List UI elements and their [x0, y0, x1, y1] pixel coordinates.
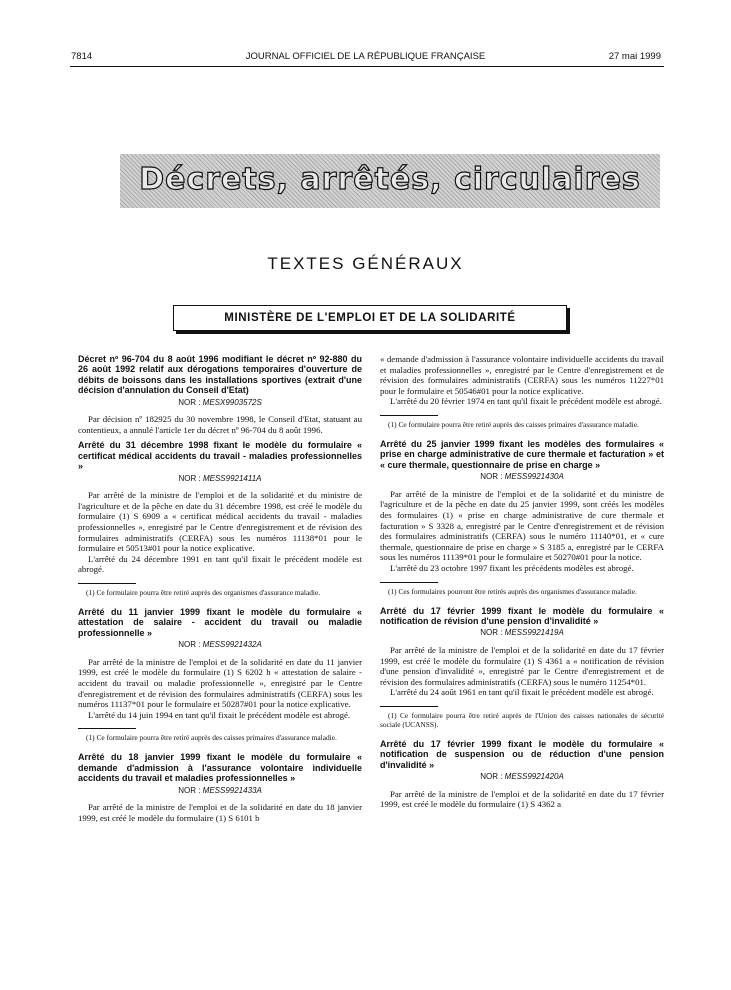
- footnote: (1) Ce formulaire pourra être retiré auprès des caisses primaires d'assurance maladie.: [388, 419, 639, 429]
- nor-code: MESS9921419A: [504, 628, 564, 638]
- article-decret-96-704: [78, 354, 362, 435]
- left-column: [78, 354, 362, 828]
- footnote-rule: [380, 706, 438, 707]
- article-paragraph: L'arrêté du 23 octobre 1997 fixant les précédents modèles est abrogé.: [390, 562, 634, 573]
- nor-code: MESS9921420A: [504, 772, 564, 782]
- nor-line: NOR : MESS9921433A: [178, 785, 262, 795]
- article-paragraph: Par arrêté de la ministre de l'emploi et de la solidarité en date du 17 février 1999, est créé le modèle du formulaire (1) S 4361 a « notification de révision d'une pension d'invalidité », enregistré par le Centre d'enregistrement et de révision des formulaires administratifs (CERFA) sous le numéro 11254*01.: [380, 644, 664, 687]
- article-paragraph: Par arrêté de la ministre de l'emploi et de la solidarité en date du 18 janvier 1999, est créé le modèle du formulaire (1) S 6101 b: [78, 802, 362, 823]
- article-arrete-31-decembre-1998: [78, 440, 362, 597]
- header-rule: [70, 66, 664, 67]
- article-paragraph: L'arrêté du 24 décembre 1991 en tant qu'il fixait le précédent modèle est abrogé.: [78, 553, 362, 575]
- ministry-box: MINISTÈRE DE L'EMPLOI ET DE LA SOLIDARITÉ: [173, 305, 567, 331]
- nor-line: NOR : MESS9921411A: [178, 473, 262, 483]
- article-paragraph: Par arrêté de la ministre de l'emploi et de la solidarité en date du 11 janvier 1999, est créé le modèle du formulaire (1) S 6202 h « attestation de salaire - accident du travail ou maladie professionnelle », enregistré par le Centre d'enregistrement et de révision des formulaires administratifs (CERFA) sous les numéros 11137*01 pour le formulaire et 50287#01 pour la notice explicative.: [78, 656, 362, 710]
- article-arrete-25-janvier-1999: [380, 439, 664, 596]
- article-title: Arrêté du 25 janvier 1999 fixant les modèles des formulaires « prise en charge administrative de cure thermale et facturation » et « cure thermale, questionnaire de prise en charge »: [380, 438, 664, 470]
- footnote: (1) Ce formulaire pourra être retiré auprès de l'Union des caisses nationales de sécurité sociale (UCANSS).: [380, 710, 664, 729]
- journal-title: JOURNAL OFFICIEL DE LA RÉPUBLIQUE FRANÇAISE: [245, 51, 486, 62]
- footnote-rule: [78, 583, 136, 584]
- footnote-rule: [380, 415, 438, 416]
- article-paragraph: L'arrêté du 14 juin 1994 en tant qu'il fixait le précédent modèle est abrogé.: [88, 709, 351, 720]
- article-title: Arrêté du 17 février 1999 fixant le modèle du formulaire « notification de suspension ou de réduction d'une pension d'invalidité »: [380, 738, 664, 770]
- nor-line: NOR : MESS9921430A: [480, 472, 564, 482]
- article-paragraph: L'arrêté du 24 août 1961 en tant qu'il fixait le précédent modèle est abrogé.: [390, 687, 654, 698]
- issue-date: 27 mai 1999: [608, 51, 661, 62]
- page-number: 7814: [71, 51, 93, 62]
- article-continuation: [380, 354, 664, 429]
- footnote: (1) Ce formulaire pourra être retiré auprès des organismes d'assurance maladie.: [86, 587, 321, 597]
- article-paragraph: Par décision nº 182925 du 30 novembre 1998, le Conseil d'Etat, statuant au contentieux, a annulé l'article 1er du décret nº 96-704 du 8 août 1996.: [78, 414, 362, 435]
- nor-code: MESS9921433A: [202, 785, 262, 795]
- article-title: Arrêté du 18 janvier 1999 fixant le modèle du formulaire « demande d'admission à l'assurance volontaire individuelle accidents du travail et maladies professionnelles »: [78, 752, 362, 784]
- section-banner: [120, 154, 660, 208]
- article-paragraph: « demande d'admission à l'assurance volontaire individuelle accidents du travail et maladies professionnelles », enregistré par le Centre d'enregistrement et de révision des formulaires administratifs (CERFA) sous les numéros 11227*01 pour le formulaire et 50546#01 pour la notice explicative.: [380, 354, 664, 396]
- footnote: (1) Ces formulaires pourront être retirés auprès des organismes d'assurance maladie.: [388, 586, 637, 596]
- article-title: Arrêté du 17 février 1999 fixant le modèle du formulaire « notification de révision d'une pension d'invalidité »: [380, 605, 664, 626]
- article-paragraph: L'arrêté du 20 février 1974 en tant qu'il fixait le précédent modèle est abrogé.: [390, 396, 662, 407]
- footnote-rule: [380, 582, 438, 583]
- footnote: (1) Ce formulaire pourra être retiré auprès des caisses primaires d'assurance maladie.: [86, 733, 337, 743]
- article-paragraph: Par arrêté de la ministre de l'emploi et de la solidarité et du ministre de l'agriculture et de la pêche en date du 31 décembre 1998, est créé le modèle du formulaire (1) S 6909 a « certificat médical accidents du travail - maladies professionnelles », enregistré par le Centre d'enregistrement et de révision des formulaires administratifs (CERFA) sous les numéros 11138*01 pour le formulaire et 50513#01 pour la notice explicative.: [78, 490, 362, 554]
- article-title: Décret nº 96-704 du 8 août 1996 modifiant le décret nº 92-880 du 26 août 1992 relatif aux dérogations temporaires d'ouverture de débits de boissons dans les installations sportives (extrait d'une décision d'annulation du Conseil d'Etat): [78, 354, 362, 396]
- running-header: [0, 51, 731, 65]
- section-title: TEXTES GÉNÉRAUX: [267, 254, 464, 273]
- article-arrete-17-fevrier-1999-suspension: [380, 739, 664, 810]
- nor-code: MESX9903572S: [202, 397, 262, 407]
- nor-line: NOR : MESS9921420A: [480, 772, 564, 782]
- article-arrete-17-fevrier-1999-revision: [380, 606, 664, 729]
- footnote-rule: [78, 728, 136, 729]
- nor-line: NOR : MESX9903572S: [178, 397, 262, 407]
- banner-title: Décrets, arrêtés, circulaires: [139, 162, 641, 197]
- article-paragraph: Par arrêté de la ministre de l'emploi et de la solidarité en date du 17 février 1999, est créé le modèle du formulaire (1) S 4362 a: [380, 788, 664, 810]
- article-title: Arrêté du 11 janvier 1999 fixant le modèle du formulaire « attestation de salaire - accident du travail ou maladie professionnelle »: [78, 606, 362, 638]
- article-paragraph: Par arrêté de la ministre de l'emploi et de la solidarité et du ministre de l'agriculture et de la pêche en date du 25 janvier 1999, sont créés les modèles des formulaires (1) « prise en charge administrative de cure thermale et facturation » S 3328 a, enregistré par le Centre d'enregistrement et de révision des formulaires administratifs (CERFA) sous le numéro 11140*01, et « cure thermale, questionnaire de prise en charge » S 3185 a, enregistré par le CERFA sous les numéros 11139*01 pour le formulaire et 50270#01 pour la notice.: [380, 488, 664, 563]
- nor-code: MESS9921432A: [202, 640, 262, 650]
- article-arrete-11-janvier-1999: [78, 607, 362, 742]
- article-title: Arrêté du 31 décembre 1998 fixant le modèle du formulaire « certificat médical accidents du travail - maladies professionnelles »: [78, 440, 362, 472]
- nor-code: MESS9921430A: [504, 472, 564, 482]
- article-arrete-18-janvier-1999: [78, 752, 362, 823]
- right-column: [380, 354, 664, 815]
- nor-code: MESS9921411A: [202, 473, 262, 483]
- nor-line: NOR : MESS9921419A: [480, 628, 564, 638]
- nor-line: NOR : MESS9921432A: [178, 640, 262, 650]
